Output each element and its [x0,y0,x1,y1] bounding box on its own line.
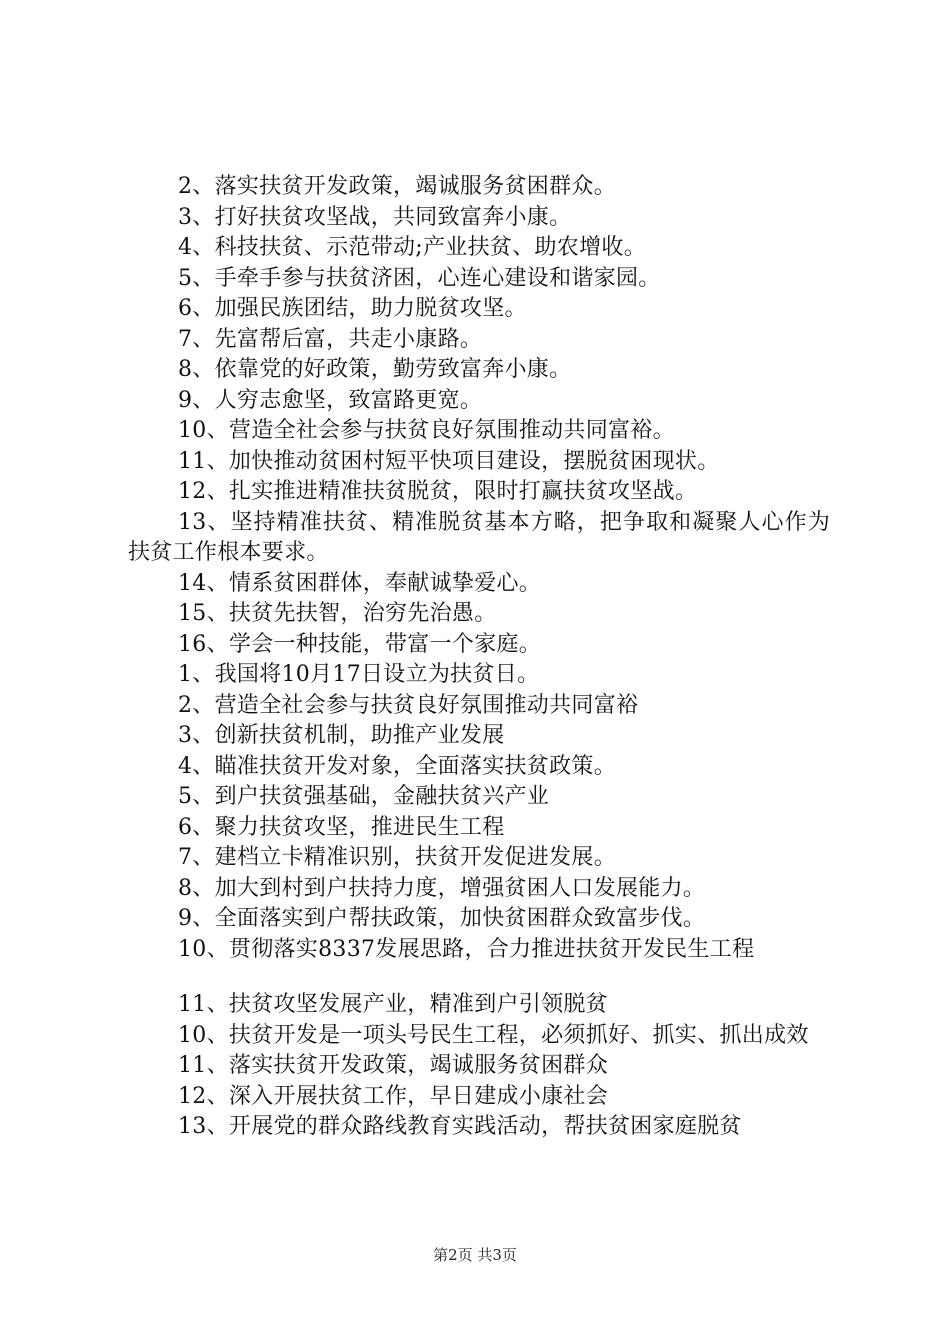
paragraph: 8、加大到村到户扶持力度，增强贫困人口发展能力。 [178,875,706,901]
paragraph: 15、扶贫先扶智，治穷先治愚。 [178,601,497,626]
paragraph: 10、营造全社会参与扶贫良好氛围推动共同富裕。 [178,418,675,443]
paragraph: 9、人穷志愈坚，致富路更宽。 [178,387,483,413]
paragraph: 3、打好扶贫攻坚战，共同致富奔小康。 [178,204,572,230]
paragraph: 5、到户扶贫强基础，金融扶贫兴产业 [178,784,550,809]
paragraph: 1、我国将10月17日设立为扶贫日。 [178,662,540,687]
paragraph: 9、全面落实到户帮扶政策，加快贫困群众致富步伐。 [178,906,706,931]
paragraph: 10、贯彻落实8337发展思路，合力推进扶贫开发民生工程 [178,936,755,962]
paragraph: 7、先富帮后富，共走小康路。 [178,326,483,352]
page-number-footer: 第2页 共3页 [433,1246,517,1264]
paragraph: 6、加强民族团结，助力脱贫攻坚。 [178,296,527,321]
blank-line [128,965,830,990]
paragraph: 12、深入开展扶贫工作，早日建成小康社会 [178,1083,608,1109]
paragraph: 5、手牵手参与扶贫济困，心连心建设和谐家园。 [178,265,661,291]
document-body [128,172,830,1143]
paragraph: 6、聚力扶贫攻坚，推进民生工程 [178,814,505,840]
paragraph: 8、依靠党的好政策，勤劳致富奔小康。 [178,357,572,382]
paragraph: 11、扶贫攻坚发展产业，精准到户引领脱贫 [178,992,608,1017]
paragraph: 13、开展党的群众路线教育实践活动，帮扶贫困家庭脱贫 [178,1114,742,1139]
paragraph: 11、落实扶贫开发政策，竭诚服务贫困群众 [178,1053,608,1078]
paragraph: 4、瞄准扶贫开发对象，全面落实扶贫政策。 [178,753,616,779]
paragraph: 4、科技扶贫、示范带动;产业扶贫、助农增收。 [178,235,647,260]
paragraph: 3、创新扶贫机制，助推产业发展 [178,723,505,748]
paragraph: 13、坚持精准扶贫、精准脱贫基本方略，把争取和凝聚人心作为扶贫工作根本要求。 [128,509,830,565]
paragraph: 14、情系贫困群体，奉献诚挚爱心。 [178,570,542,596]
paragraph: 2、营造全社会参与扶贫良好氛围推动共同富裕 [178,692,639,718]
paragraph: 10、扶贫开发是一项头号民生工程，必须抓好、抓实、抓出成效 [178,1022,809,1048]
paragraph: 11、加快推动贫困村短平快项目建设，摆脱贫困现状。 [178,448,720,474]
paragraph: 12、扎实推进精准扶贫脱贫，限时打赢扶贫攻坚战。 [178,479,698,504]
paragraph: 7、建档立卡精准识别，扶贫开发促进发展。 [178,845,616,870]
paragraph: 16、学会一种技能，带富一个家庭。 [178,631,542,657]
paragraph: 2、落实扶贫开发政策，竭诚服务贫困群众。 [178,174,616,199]
